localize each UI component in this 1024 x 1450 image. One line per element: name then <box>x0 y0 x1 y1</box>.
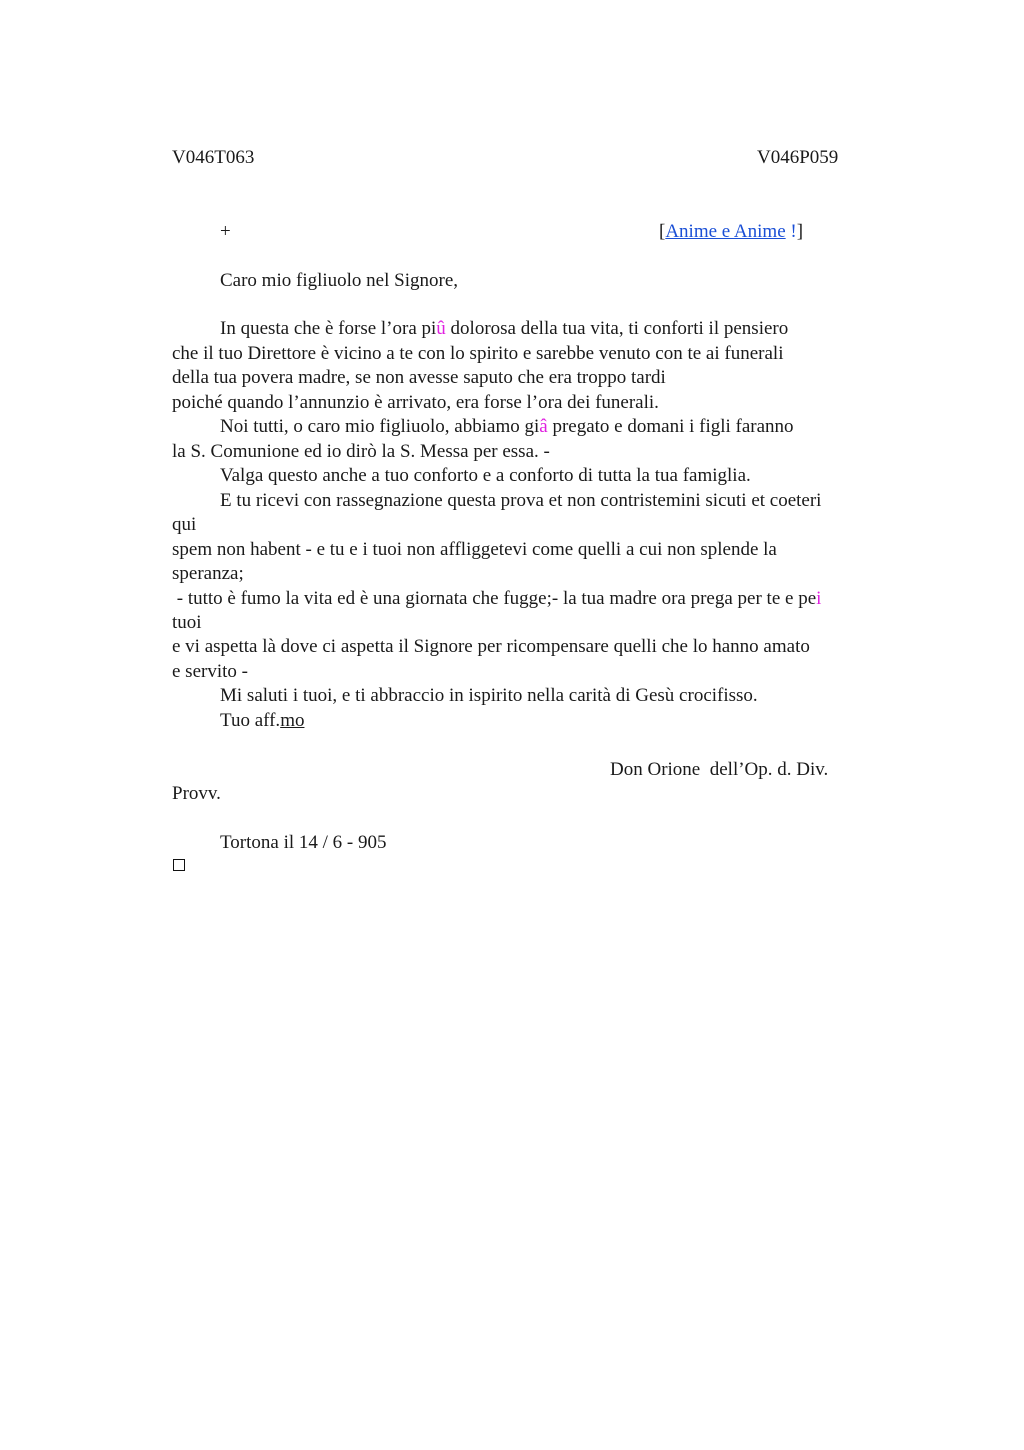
signature-line: Provv. <box>172 783 221 804</box>
letter-line <box>220 317 788 341</box>
highlight-char: i <box>816 588 822 609</box>
letter-line: Valga questo anche a tuo conforto e a conforto di tutta la tua famiglia. <box>220 465 751 486</box>
letter-line: spem non habent - e tu e i tuoi non affliggetevi come quelli a cui non splende la <box>172 539 777 560</box>
letter-line: Mi saluti i tuoi, e ti abbraccio in ispirito nella carità di Gesù crocifisso. <box>220 685 758 706</box>
superscript-abbrev: mo <box>280 710 305 731</box>
letter-line: poiché quando l’annunzio è arrivato, era forse l’ora dei funerali. <box>172 392 659 413</box>
bracket-close: ] <box>796 221 804 242</box>
bracket-open: [ <box>659 221 666 242</box>
signature-line: Don Orione dell’Op. d. Div. <box>610 759 829 780</box>
document-code-right: V046P059 <box>757 147 839 168</box>
text-run: Tuo aff. <box>220 710 281 731</box>
document-code-left: V046T063 <box>172 147 255 168</box>
letter-line: la S. Comunione ed io dirò la S. Messa per essa. - <box>172 441 550 462</box>
letter-line: e servito - <box>172 661 248 682</box>
text-run: Noi tutti, o caro mio figliuolo, abbiamo gi <box>220 416 540 437</box>
title-exclamation: ! <box>785 221 797 242</box>
dateline: Tortona il 14 / 6 - 905 <box>220 832 387 853</box>
closing <box>220 709 304 733</box>
text-run: pregato e domani i figli faranno <box>547 416 794 437</box>
salutation: Caro mio figliuolo nel Signore, <box>220 270 459 291</box>
letter-line: E tu ricevi con rassegnazione questa prova et non contristemini sicuti et coeteri <box>220 490 822 511</box>
text-run: dolorosa della tua vita, ti conforti il pensiero <box>445 318 789 339</box>
text-run: In questa che è forse l’ora pi <box>220 318 437 339</box>
highlight-char: û <box>436 318 446 339</box>
letter-line: della tua povera madre, se non avesse saputo che era troppo tardi <box>172 367 666 388</box>
highlight-char: â <box>539 416 548 437</box>
letter-line <box>172 587 821 611</box>
letter-line <box>220 415 794 439</box>
letter-line: e vi aspetta là dove ci aspetta il Signore per ricompensare quelli che lo hanno amato <box>172 636 810 657</box>
letter-line: tuoi <box>172 612 202 633</box>
cross-mark: + <box>220 221 231 242</box>
letter-line: qui <box>172 514 197 535</box>
title-tag <box>659 220 803 244</box>
letter-line: che il tuo Direttore è vicino a te con lo spirito e sarebbe venuto con te ai funerali <box>172 343 784 364</box>
anime-e-anime-link[interactable]: Anime e Anime <box>665 221 786 242</box>
letter-line: speranza; <box>172 563 244 584</box>
text-run: - tutto è fumo la vita ed è una giornata che fugge;- la tua madre ora prega per te e pe <box>172 588 817 609</box>
checkbox-square-icon <box>173 859 185 871</box>
